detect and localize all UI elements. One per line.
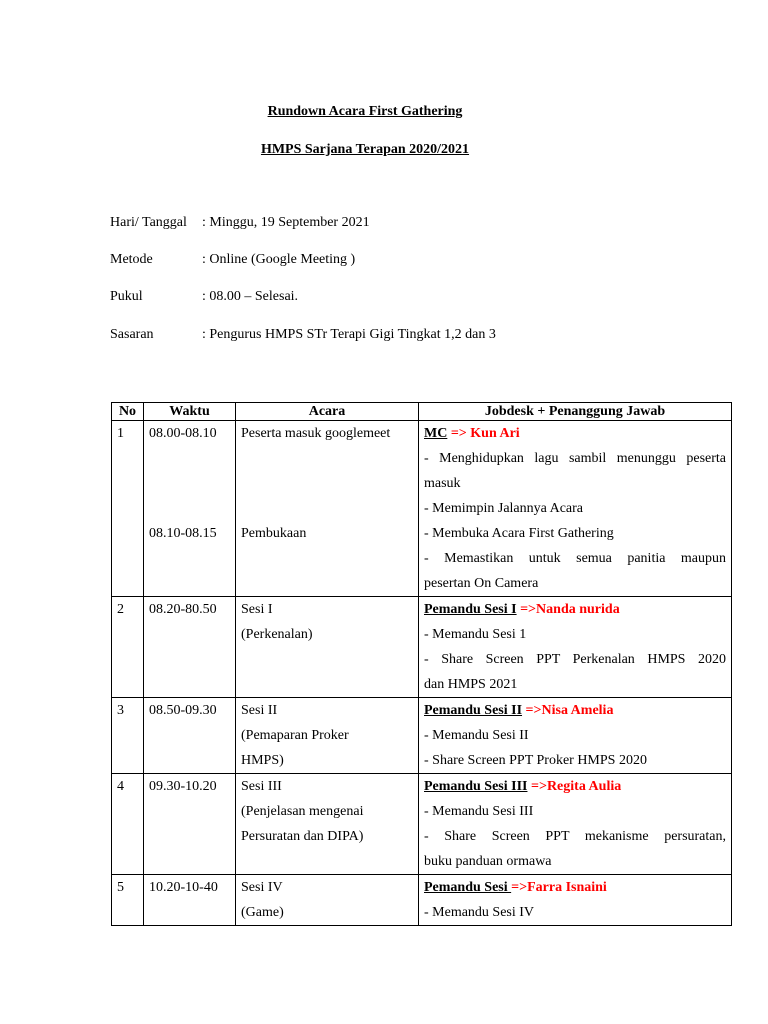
time-cell	[144, 597, 236, 698]
activity-cell	[236, 421, 419, 597]
task-line: masuk	[424, 476, 461, 491]
time-cell	[144, 774, 236, 875]
activity-line: Sesi II	[241, 703, 278, 718]
task-line: - Share Screen PPT Proker HMPS 2020	[424, 753, 647, 768]
arrow-text: =>	[516, 602, 537, 617]
rundown-table	[111, 402, 732, 926]
column-header: No	[112, 403, 144, 421]
time-cell	[144, 698, 236, 774]
activity-line: Sesi IV	[241, 880, 283, 895]
activity-cell	[236, 875, 419, 926]
activity-line: (Pemaparan Proker	[241, 728, 349, 743]
role-label: Pemandu Sesi III	[424, 779, 528, 794]
activity-line: Persuratan dan DIPA)	[241, 829, 364, 844]
task-line: dan HMPS 2021	[424, 677, 518, 692]
role-label: Pemandu Sesi	[424, 880, 512, 895]
row-number: 3	[112, 698, 144, 774]
meta-value: : Online (Google Meeting )	[202, 252, 356, 267]
row-number: 1	[112, 421, 144, 597]
task-line: pesertan On Camera	[424, 576, 539, 591]
document-title: Rundown Acara First Gathering	[267, 104, 463, 119]
time-cell	[144, 421, 236, 597]
meta-label: Metode	[110, 252, 153, 267]
person-name: Farra Isnaini	[527, 880, 607, 895]
spacer	[149, 446, 230, 521]
activity-cell	[236, 597, 419, 698]
jobdesk-cell	[419, 421, 732, 597]
activity-line: (Game)	[241, 905, 284, 920]
role-heading	[424, 774, 726, 799]
role-heading	[424, 875, 726, 900]
role-label: Pemandu Sesi II	[424, 703, 523, 718]
time-value: 08.20-80.50	[149, 602, 217, 617]
person-name: Regita Aulia	[546, 779, 622, 794]
arrow-text: =>	[527, 779, 547, 794]
document-subtitle: HMPS Sarjana Terapan 2020/2021	[260, 142, 470, 157]
role-label: Pemandu Sesi I	[424, 602, 517, 617]
role-heading	[424, 597, 726, 622]
time-value: 10.20-10-40	[149, 880, 218, 895]
time-value: 08.00-08.10	[149, 426, 217, 441]
activity-line: Peserta masuk googlemeet	[241, 426, 391, 441]
role-heading	[424, 698, 726, 723]
jobdesk-cell	[419, 698, 732, 774]
column-header: Waktu	[144, 403, 236, 421]
activity-line: (Penjelasan mengenai	[241, 804, 364, 819]
time-value: 08.10-08.15	[149, 526, 217, 541]
activity-line: Sesi III	[241, 779, 282, 794]
row-number: 2	[112, 597, 144, 698]
column-header: Jobdesk + Penanggung Jawab	[419, 403, 732, 421]
table-header-row	[112, 403, 732, 421]
task-line: buku panduan ormawa	[424, 854, 552, 869]
time-cell	[144, 875, 236, 926]
meta-label: Pukul	[110, 289, 143, 304]
row-number: 5	[112, 875, 144, 926]
spacer	[241, 446, 413, 521]
row-number: 4	[112, 774, 144, 875]
activity-line: (Perkenalan)	[241, 627, 313, 642]
task-line: - Share Screen PPT Perkenalan HMPS 2020	[424, 652, 726, 667]
jobdesk-cell	[419, 774, 732, 875]
task-line: - Menghidupkan lagu sambil menunggu peserta	[424, 451, 726, 466]
activity-line: Sesi I	[241, 602, 273, 617]
meta-value: : Pengurus HMPS STr Terapi Gigi Tingkat 1,2 dan 3	[202, 327, 496, 342]
role-heading	[424, 421, 726, 446]
task-line: - Memastikan untuk semua panitia maupun	[424, 551, 726, 566]
time-value: 08.50-09.30	[149, 703, 217, 718]
task-line: - Share Screen PPT mekanisme persuratan,	[424, 829, 726, 844]
table-row	[112, 774, 732, 875]
meta-label: Hari/ Tanggal	[110, 215, 187, 230]
meta-label: Sasaran	[110, 327, 154, 342]
activity-line: HMPS)	[241, 753, 284, 768]
jobdesk-cell	[419, 597, 732, 698]
task-line: - Memandu Sesi IV	[424, 905, 535, 920]
person-name: Nanda nurida	[536, 602, 620, 617]
task-line: - Membuka Acara First Gathering	[424, 526, 614, 541]
table-row	[112, 597, 732, 698]
table-row	[112, 698, 732, 774]
meta-value: : Minggu, 19 September 2021	[202, 215, 370, 230]
task-line: - Memimpin Jalannya Acara	[424, 501, 584, 516]
column-header: Acara	[236, 403, 419, 421]
arrow-text: =>	[447, 426, 467, 441]
arrow-text: =>	[511, 880, 528, 895]
time-value: 09.30-10.20	[149, 779, 217, 794]
table-row	[112, 875, 732, 926]
role-label: MC	[424, 426, 448, 441]
activity-cell	[236, 698, 419, 774]
activity-cell	[236, 774, 419, 875]
table-row	[112, 421, 732, 597]
task-line: - Memandu Sesi II	[424, 728, 529, 743]
arrow-text: =>	[522, 703, 542, 718]
task-line: - Memandu Sesi 1	[424, 627, 527, 642]
person-name: Nisa Amelia	[541, 703, 614, 718]
task-line: - Memandu Sesi III	[424, 804, 534, 819]
person-name: Kun Ari	[466, 426, 520, 441]
meta-value: : 08.00 – Selesai.	[202, 289, 299, 304]
activity-line: Pembukaan	[241, 526, 307, 541]
jobdesk-cell	[419, 875, 732, 926]
